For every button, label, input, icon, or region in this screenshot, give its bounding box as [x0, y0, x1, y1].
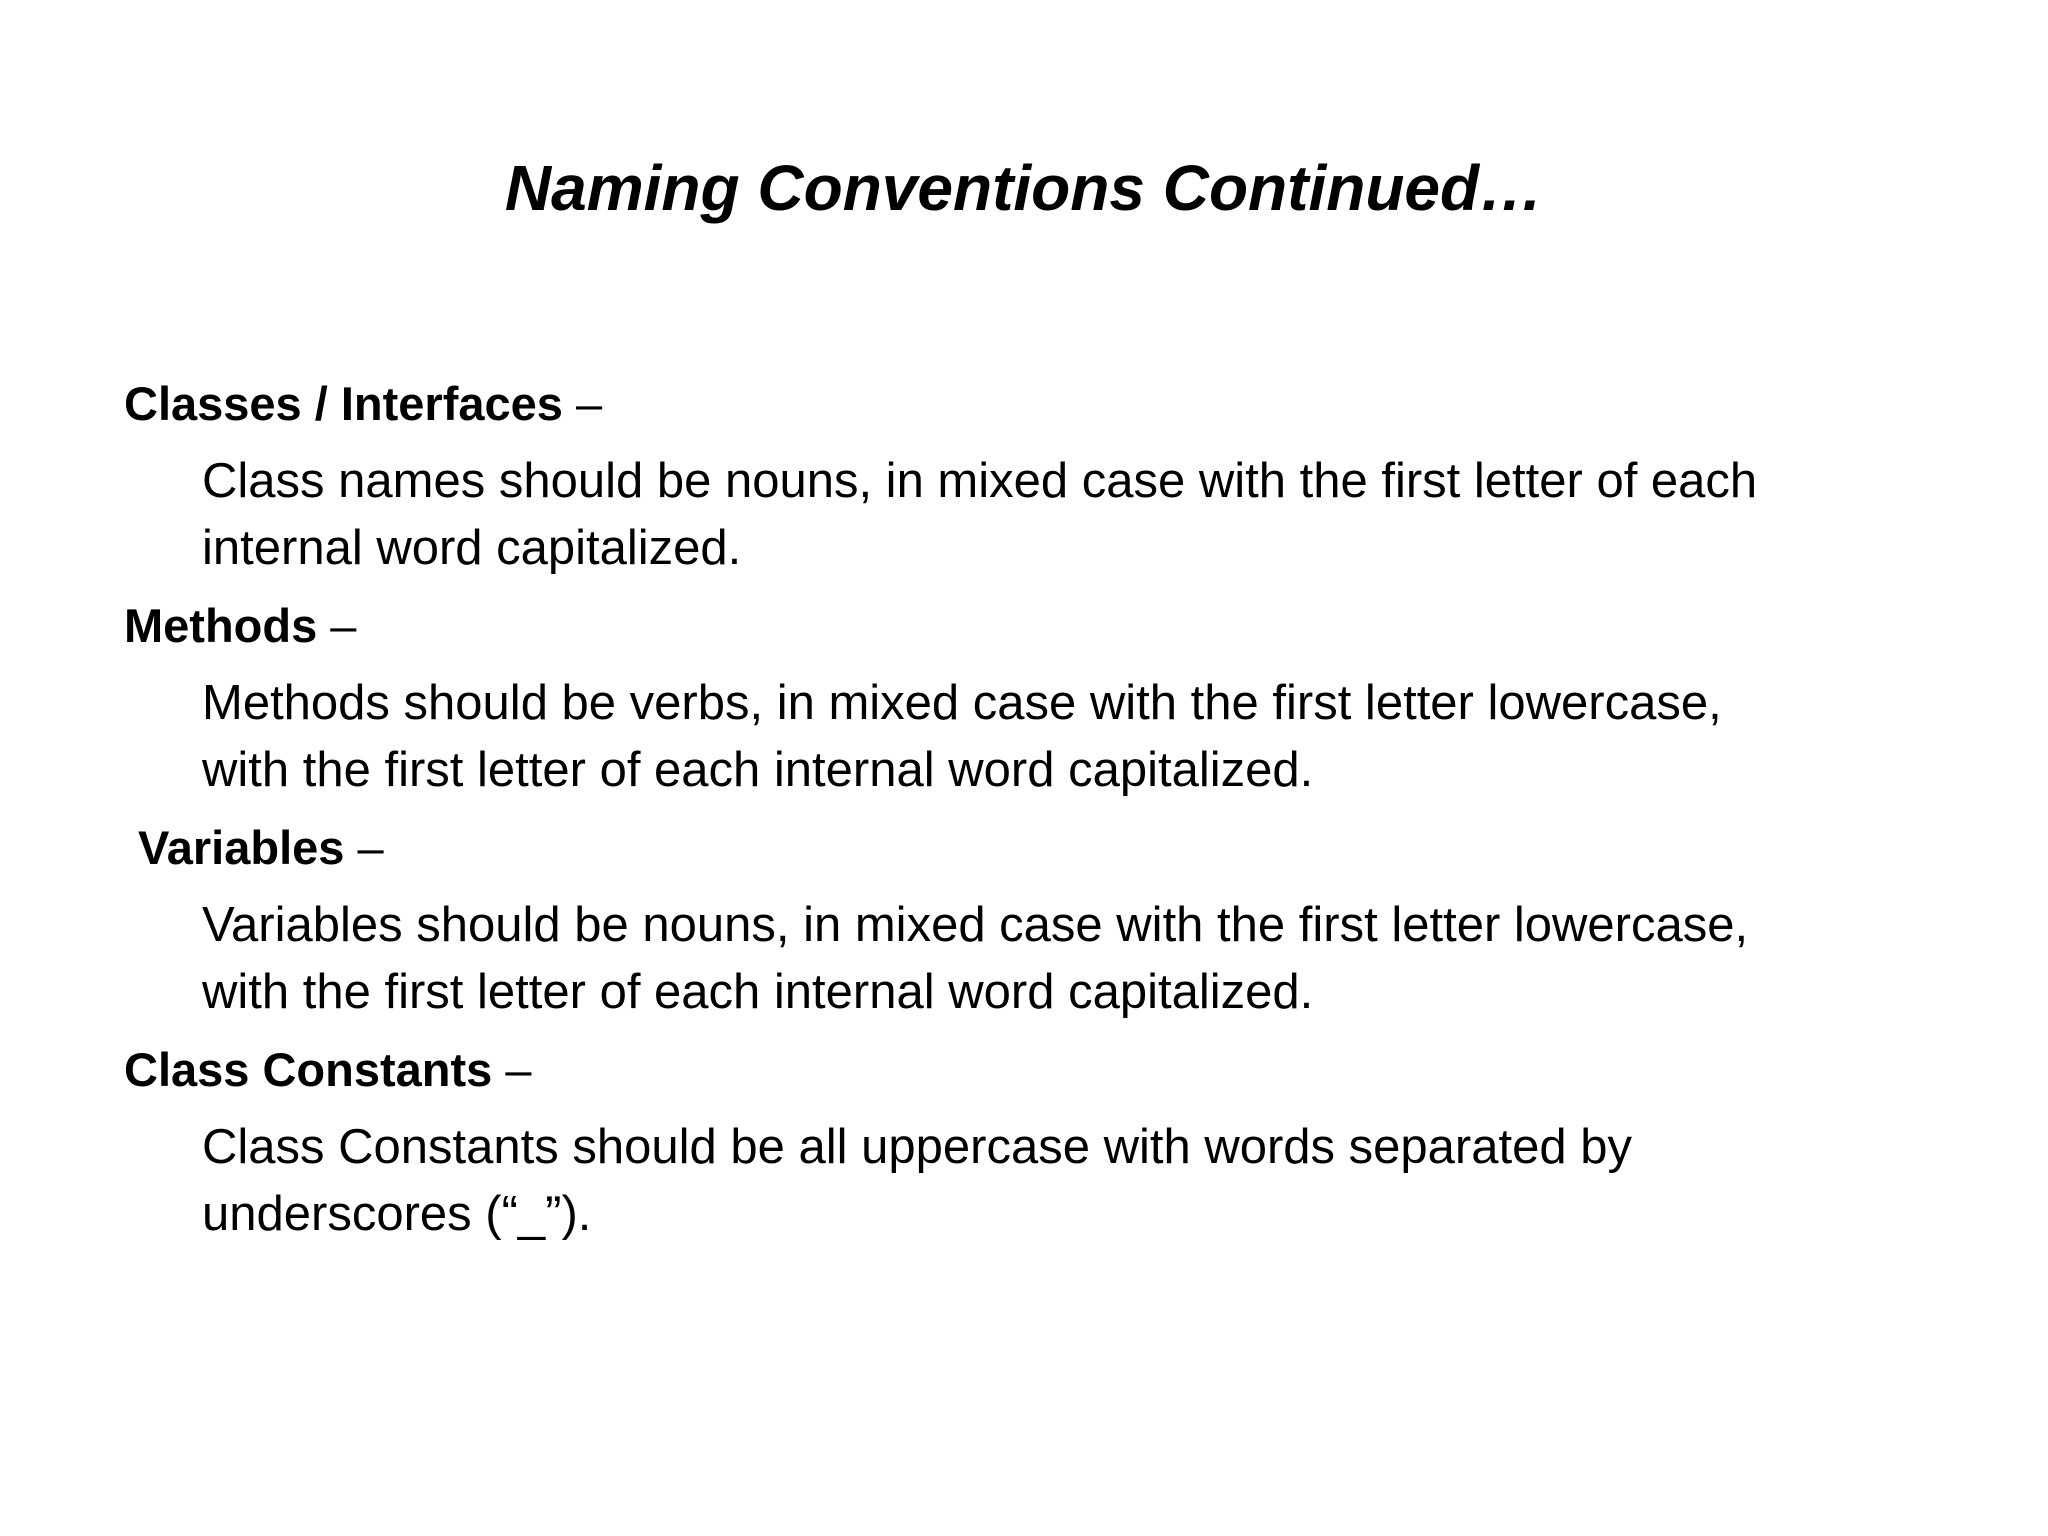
section-description: [202, 670, 2022, 805]
section-term: Classes / Interfaces: [124, 377, 563, 430]
section-description: [202, 448, 2022, 583]
description-line: with the first letter of each internal word capitalized.: [202, 743, 1314, 798]
description-line: with the first letter of each internal word capitalized.: [202, 965, 1314, 1020]
description-line: Class Constants should be all uppercase with words separated by: [202, 1119, 1632, 1174]
section-description: [202, 1114, 2022, 1249]
section-heading: [124, 375, 1924, 434]
section-variables: [124, 819, 1924, 1027]
slide-title: Naming Conventions Continued…: [504, 152, 1544, 224]
section-heading: [124, 597, 1924, 656]
description-line: internal word capitalized.: [202, 521, 742, 576]
section-class-constants: [124, 1041, 1924, 1249]
section-separator: –: [505, 1042, 532, 1096]
slide-content: [124, 375, 1924, 1263]
description-line: Class names should be nouns, in mixed case with the first letter of each: [202, 453, 1758, 508]
description-line: Variables should be nouns, in mixed case with the first letter lowercase,: [202, 897, 1749, 952]
section-separator: –: [357, 820, 384, 874]
section-term: Variables: [138, 820, 345, 874]
section-separator: –: [576, 377, 603, 430]
section-heading: [124, 1041, 1924, 1100]
section-description: [202, 892, 2022, 1027]
section-term: Class Constants: [124, 1042, 493, 1096]
section-heading: [124, 819, 1924, 878]
section-separator: –: [330, 598, 357, 652]
description-line: Methods should be verbs, in mixed case with the first letter lowercase,: [202, 675, 1722, 730]
section-term: Methods: [124, 598, 318, 652]
description-line: underscores (“_”).: [202, 1187, 592, 1242]
section-methods: [124, 597, 1924, 805]
section-classes-interfaces: [124, 375, 1924, 583]
